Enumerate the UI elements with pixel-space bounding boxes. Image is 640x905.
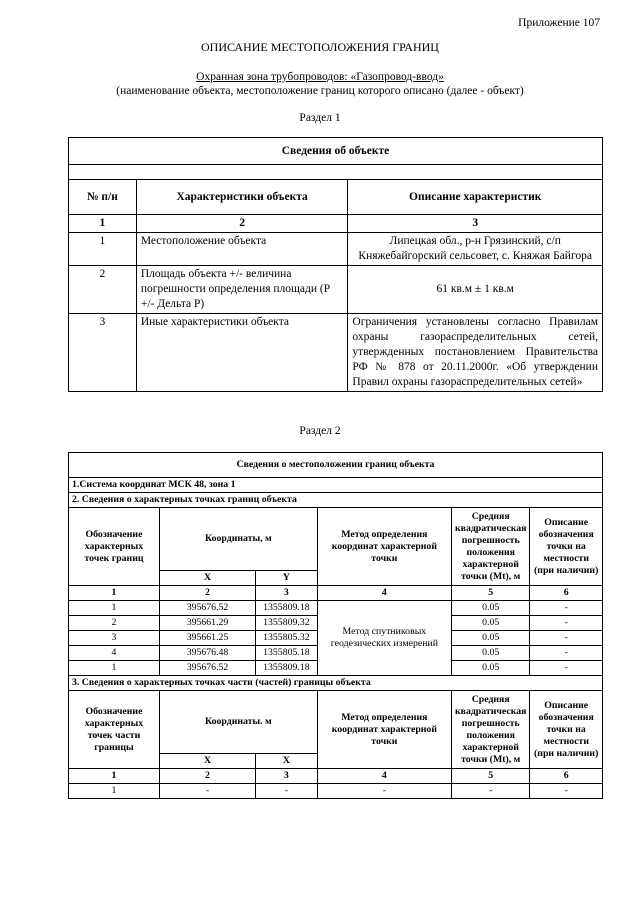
table-row: [69, 266, 603, 314]
method-cell: Метод спутниковых геодезических измерений: [317, 601, 451, 676]
header-part-x2: X: [256, 754, 318, 769]
point-id: 1: [69, 601, 160, 616]
header-method: Метод определения координат характерной точки: [317, 508, 451, 586]
point-error: 0.05: [452, 601, 530, 616]
point-x: 395676.52: [159, 601, 255, 616]
point-y: 1355809.18: [256, 601, 318, 616]
point-error: 0.05: [452, 661, 530, 676]
column-number: 3: [256, 769, 318, 784]
point-id: 4: [69, 646, 160, 661]
column-number: 2: [136, 215, 348, 233]
spacer-row: [69, 165, 603, 180]
column-number: 6: [530, 586, 603, 601]
row-characteristic: Площадь объекта +/- величина погрешности определения площади (Р +/- Дельта Р): [136, 266, 348, 314]
row-no: 2: [69, 266, 137, 314]
column-number: 5: [452, 586, 530, 601]
points-section-title: 2. Сведения о характерных точках границ объекта: [69, 493, 603, 508]
point-description: -: [530, 631, 603, 646]
column-number: 6: [530, 769, 603, 784]
header-characteristic: Характеристики объекта: [136, 180, 348, 215]
header-part-x: X: [159, 754, 255, 769]
table-row: [69, 784, 603, 799]
point-y: 1355805.18: [256, 646, 318, 661]
part-point-description: -: [530, 784, 603, 799]
point-x: 395661.29: [159, 616, 255, 631]
column-number: 4: [317, 769, 451, 784]
row-characteristic: Иные характеристики объекта: [136, 314, 348, 392]
object-info-table: [68, 137, 603, 392]
part-point-x: -: [159, 784, 255, 799]
column-number: 1: [69, 215, 137, 233]
point-x: 395676.52: [159, 661, 255, 676]
column-number: 3: [348, 215, 603, 233]
row-description: Липецкая обл., р-н Грязинский, с/п Княжебайгорский сельсовет, с. Княжая Байгора: [348, 233, 603, 266]
column-number: 5: [452, 769, 530, 784]
point-error: 0.05: [452, 646, 530, 661]
header-error: Средняя квадратическая погрешность положения характерной точки (Mt), м: [452, 508, 530, 586]
point-description: -: [530, 601, 603, 616]
point-x: 395661.25: [159, 631, 255, 646]
point-description: -: [530, 661, 603, 676]
appendix-label: Приложение 107: [518, 17, 600, 29]
point-description: -: [530, 616, 603, 631]
table-row: [69, 233, 603, 266]
header-coordinates: Координаты, м: [159, 508, 317, 571]
point-id: 2: [69, 616, 160, 631]
object-name: Охранная зона трубопроводов: «Газопровод-ввод»: [196, 71, 444, 83]
object-caption: (наименование объекта, местоположение границ которого описано (далее - объект): [116, 85, 524, 97]
point-y: 1355805.32: [256, 631, 318, 646]
column-number: 3: [256, 586, 318, 601]
part-point-id: 1: [69, 784, 160, 799]
header-part-point: Обозначение характерных точек части границы: [69, 691, 160, 769]
section2-title: Раздел 2: [299, 425, 341, 437]
part-point-error: -: [452, 784, 530, 799]
column-number: 4: [317, 586, 451, 601]
point-x: 395676.48: [159, 646, 255, 661]
point-y: 1355809.32: [256, 616, 318, 631]
document-title: ОПИСАНИЕ МЕСТОПОЛОЖЕНИЯ ГРАНИЦ: [201, 40, 439, 54]
point-id: 1: [69, 661, 160, 676]
row-no: 1: [69, 233, 137, 266]
header-point-description: Описание обозначения точки на местности (при наличии): [530, 508, 603, 586]
point-description: -: [530, 646, 603, 661]
section1-title: Раздел 1: [299, 112, 341, 124]
coordinate-system: 1.Система координат МСК 48, зона 1: [69, 478, 603, 493]
column-number: 2: [159, 769, 255, 784]
boundary-table: [68, 452, 603, 799]
point-id: 3: [69, 631, 160, 646]
part-point-method: -: [317, 784, 451, 799]
header-description: Описание характеристик: [348, 180, 603, 215]
row-characteristic: Местоположение объекта: [136, 233, 348, 266]
row-description: 61 кв.м ± 1 кв.м: [348, 266, 603, 314]
row-no: 3: [69, 314, 137, 392]
header-part-coordinates: Координаты. м: [159, 691, 317, 754]
point-y: 1355809.18: [256, 661, 318, 676]
point-error: 0.05: [452, 631, 530, 646]
header-no: № п/н: [69, 180, 137, 215]
header-part-description: Описание обозначения точки на местности (при наличии): [530, 691, 603, 769]
column-number: 1: [69, 769, 160, 784]
column-number: 2: [159, 586, 255, 601]
row-description: Ограничения установлены согласно Правилам охраны газораспределительных сетей, утвержденных постановлением Правительства РФ № 878 от 20.11.2000г. «Об утверждении Правил охраны газораспределительных сетей»: [348, 314, 603, 392]
part-point-y: -: [256, 784, 318, 799]
header-point: Обозначение характерных точек границ: [69, 508, 160, 586]
table-row: [69, 314, 603, 392]
point-error: 0.05: [452, 616, 530, 631]
boundary-title: Сведения о местоположении границ объекта: [69, 453, 603, 478]
table-row: [69, 601, 603, 616]
header-y: Y: [256, 571, 318, 586]
column-number: 1: [69, 586, 160, 601]
header-x: X: [159, 571, 255, 586]
header-part-method: Метод определения координат характерной точки: [317, 691, 451, 769]
header-part-error: Средняя квадратическая погрешность положения характерной точки (Mt), м: [452, 691, 530, 769]
part-section-title: 3. Сведения о характерных точках части (частей) границы объекта: [69, 676, 603, 691]
object-info-title: Сведения об объекте: [69, 138, 603, 165]
